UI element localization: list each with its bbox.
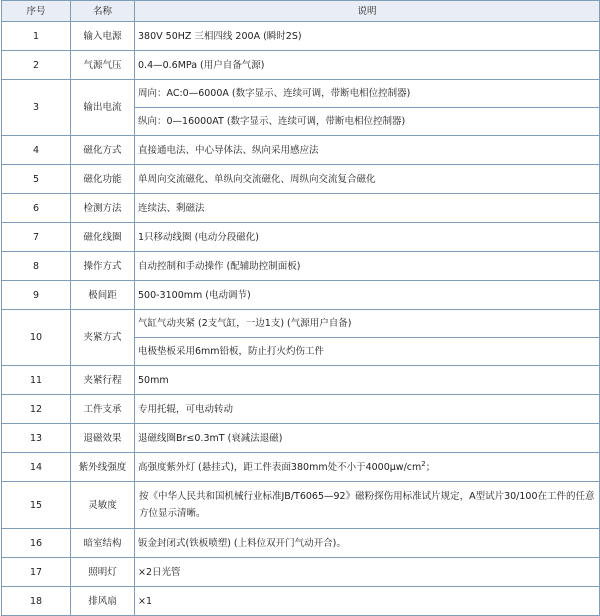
row-no: 6 [2, 194, 71, 223]
row-desc: 单周向交流磁化、单纵向交流磁化、周纵向交流复合磁化 [135, 165, 600, 194]
table-row [2, 252, 600, 281]
row-name: 夹紧方式 [71, 310, 135, 366]
table-row [2, 529, 600, 558]
table-row [2, 223, 600, 252]
row-desc: 周向：AC:0—6000A (数字显示、连续可调，带断电相位控制器) [135, 80, 600, 108]
row-no: 2 [2, 51, 71, 80]
row-no: 13 [2, 424, 71, 453]
header-no: 序号 [2, 1, 71, 22]
table-row [2, 194, 600, 223]
header-desc: 说明 [135, 1, 600, 22]
row-desc: 专用托辊，可电动转动 [135, 395, 600, 424]
row-desc: 50mm [135, 366, 600, 395]
row-desc: 380V 50HZ 三相四线 200A (瞬时2S) [135, 22, 600, 51]
row-no: 17 [2, 558, 71, 587]
row-desc: 自动控制和手动操作 (配辅助控制面板) [135, 252, 600, 281]
row-desc: 1只移动线圈 (电动分段磁化) [135, 223, 600, 252]
row-name: 输入电源 [71, 22, 135, 51]
row-desc-2: 电极垫板采用6mm铅板，防止打火灼伤工件 [135, 338, 600, 366]
row-name: 操作方式 [71, 252, 135, 281]
row-desc: 钣金封闭式(铁板喷塑) (上料位双开门气动开合)。 [135, 529, 600, 558]
superscript: 2 [421, 459, 426, 468]
row-name: 排风扇 [71, 587, 135, 616]
row-name: 暗室结构 [71, 529, 135, 558]
table-row [2, 453, 600, 482]
row-no: 9 [2, 281, 71, 310]
row-desc: 退磁线圈Br≤0.3mT (衰减法退磁) [135, 424, 600, 453]
row-no: 14 [2, 453, 71, 482]
table-row [2, 281, 600, 310]
table-row [2, 80, 600, 108]
table-row [2, 165, 600, 194]
row-no: 1 [2, 22, 71, 51]
row-desc-2: 纵向：0—16000AT (数字显示、连续可调，带断电相位控制器) [135, 108, 600, 136]
row-no: 8 [2, 252, 71, 281]
spec-table [1, 0, 600, 616]
row-desc-text: 高强度紫外灯 (悬挂式)，距工件表面380mm处不小于4000μw/cm [138, 461, 422, 473]
row-desc: ×1 [135, 587, 600, 616]
table-row [2, 424, 600, 453]
row-no: 7 [2, 223, 71, 252]
header-name: 名称 [71, 1, 135, 22]
row-no: 15 [2, 482, 71, 529]
row-desc: 连续法、剩磁法 [135, 194, 600, 223]
table-row [2, 51, 600, 80]
row-no: 5 [2, 165, 71, 194]
row-name: 退磁效果 [71, 424, 135, 453]
row-name: 极间距 [71, 281, 135, 310]
table-row [2, 558, 600, 587]
row-desc: 500-3100mm (电动调节) [135, 281, 600, 310]
row-no: 18 [2, 587, 71, 616]
row-no: 4 [2, 136, 71, 165]
row-name: 磁化线圈 [71, 223, 135, 252]
table-row [2, 587, 600, 616]
row-name: 气源气压 [71, 51, 135, 80]
table-row [2, 22, 600, 51]
header-row [2, 1, 600, 22]
row-name: 检测方法 [71, 194, 135, 223]
row-name: 照明灯 [71, 558, 135, 587]
row-no: 3 [2, 80, 71, 136]
row-desc: ×2日光管 [135, 558, 600, 587]
row-name: 磁化方式 [71, 136, 135, 165]
row-desc: 直接通电法、中心导体法、纵向采用感应法 [135, 136, 600, 165]
row-no: 11 [2, 366, 71, 395]
row-no: 10 [2, 310, 71, 366]
row-name: 夹紧行程 [71, 366, 135, 395]
row-no: 12 [2, 395, 71, 424]
row-no: 16 [2, 529, 71, 558]
row-desc: 0.4—0.6MPa (用户自备气源) [135, 51, 600, 80]
table-row [2, 482, 600, 529]
row-name: 灵敏度 [71, 482, 135, 529]
row-name: 工件支承 [71, 395, 135, 424]
row-name: 紫外线强度 [71, 453, 135, 482]
row-desc [135, 453, 600, 482]
row-name: 输出电流 [71, 80, 135, 136]
row-desc: 按《中华人民共和国机械行业标准JB/T6065—92》磁粉探伤用标准试片规定，A型试片30/100在工件的任意方位显示清晰。 [135, 482, 600, 529]
row-name: 磁化功能 [71, 165, 135, 194]
table-row [2, 366, 600, 395]
table-row [2, 395, 600, 424]
table-row [2, 136, 600, 165]
table-row [2, 310, 600, 338]
row-desc-end: ； [425, 461, 436, 473]
row-desc: 气缸气动夹紧 (2支气缸，一边1支) (气源用户自备) [135, 310, 600, 338]
